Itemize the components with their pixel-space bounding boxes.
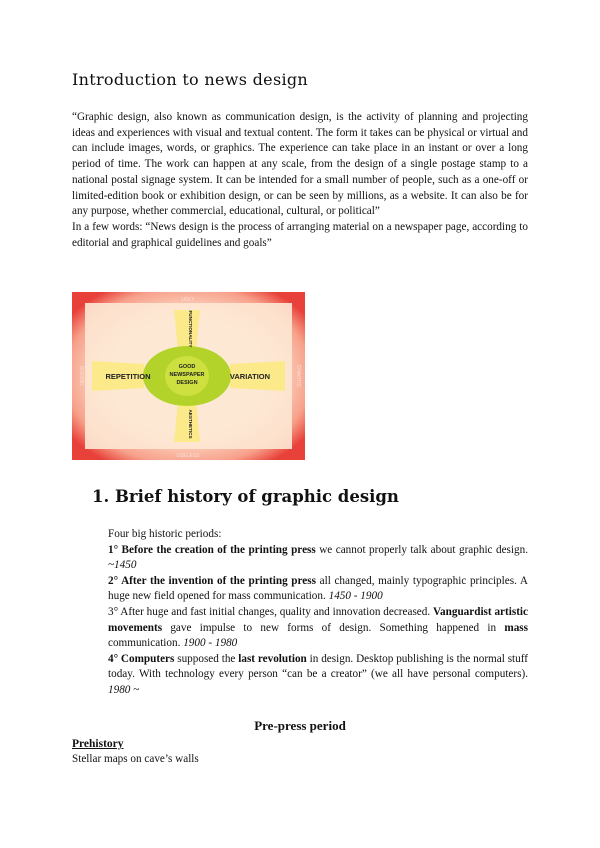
period-3-text-1: 3° After huge and fast initial changes, quality and innovation decreased.	[108, 605, 433, 618]
period-1-lead: 1° Before the creation of the printing press	[108, 543, 316, 556]
variation-label: VARIATION	[229, 372, 271, 381]
news-design-definition: In a few words: “News design is the process of arranging material on a newspaper page, according to editorial and graphical guidelines and goals”	[72, 220, 528, 249]
period-3-text-3: communication.	[108, 637, 184, 650]
center-label-line-1: GOOD	[178, 364, 196, 370]
edge-label-top: UGLY	[181, 297, 195, 303]
period-2-lead: 2° After the invention of the printing press	[108, 574, 316, 587]
edge-label-right: CHAOTIC	[295, 364, 301, 388]
period-3-text-2: gave impulse to new forms of design. Something happened in	[162, 621, 505, 634]
page-title: Introduction to news design	[72, 70, 309, 89]
aesthetics-arm	[174, 402, 200, 442]
period-2	[108, 574, 528, 605]
period-4-text-2: in design. Desktop publishing is the normal stuff today. With technology every person “can be a creator” (we all have personal computers).	[108, 652, 528, 681]
section-title: Brief history of graphic design	[114, 487, 399, 506]
period-3-date: 1900 - 1980	[183, 637, 238, 650]
news-design-diagram	[72, 292, 305, 460]
period-4	[108, 652, 528, 699]
edge-label-left: BORING	[78, 366, 84, 386]
center-label-line-2: NEWSPAPER	[169, 372, 205, 378]
section-heading	[92, 487, 399, 506]
period-3-bold-1: Vanguardist artistic movements	[108, 605, 528, 634]
period-4-text-1: supposed the	[174, 652, 239, 665]
functionality-label: FUNCTIONALITY	[188, 310, 193, 348]
prepress-heading: Pre-press period	[254, 718, 346, 733]
period-4-bold: last revolution	[238, 652, 307, 665]
period-3	[108, 605, 528, 652]
functionality-arm	[174, 310, 200, 350]
section-number: 1.	[92, 487, 110, 506]
graphic-design-definition	[72, 110, 528, 251]
repetition-label: REPETITION	[105, 372, 151, 381]
prehistory-heading: Prehistory	[72, 738, 124, 750]
period-1-text: we cannot properly talk about graphic design.	[315, 543, 528, 556]
periods-intro: Four big historic periods:	[108, 528, 222, 540]
period-4-date: 1980 ~	[108, 683, 140, 696]
edge-label-bottom: USELESS	[176, 453, 200, 459]
center-label-line-3: DESIGN	[176, 380, 198, 386]
period-2-text: all changed, mainly typographic principles. A huge new field opened for mass communication.	[108, 574, 528, 603]
period-1	[108, 543, 528, 574]
definition-quote: “Graphic design, also known as communication design, is the activity of planning and projecting ideas and experiences with visual and textual content. The form it takes can be physical or virtual and can include images, words, or graphics. The experience can take place in an instant or over a long period of time. The work can happen at any scale, from the design of a single postage stamp to a national postal signage system. It can be intended for a small number of people, such as a one-off or limited-edition book or exhibition design, or can be seen by millions, as a website. It can also be for any purpose, whether commercial, educational, cultural, or political”	[72, 111, 528, 218]
historic-periods	[108, 527, 528, 699]
period-4-lead: 4° Computers	[108, 652, 175, 665]
period-3-bold-2: mass	[504, 621, 528, 634]
prehistory-text: Stellar maps on cave’s walls	[72, 753, 199, 765]
aesthetics-label: AESTHETICS	[188, 409, 193, 439]
period-1-date: ~1450	[108, 559, 137, 572]
period-2-date: 1450 - 1900	[328, 590, 383, 603]
